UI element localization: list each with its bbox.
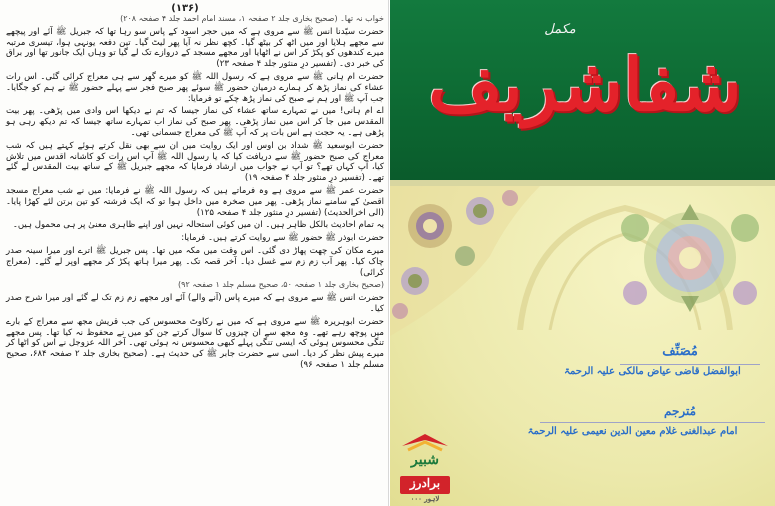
author-name: ابوالفضل قاضی عیاض مالکی علیہ الرحمۃ xyxy=(564,366,741,377)
body-paragraph: حضرت ابوذر ﷺ حضور ﷺ سے روایت کرتے ہیں۔ فرمایا: xyxy=(181,233,384,244)
publisher-name-bottom: برادرز xyxy=(409,476,441,490)
medallion-ornament xyxy=(595,198,765,328)
body-paragraph: حضرت انس ﷺ سے مروی ہے کہ میرے پاس (آنے والے) آئے اور مجھے زم زم تک لے گئے اور میرا شرح صدر کیا۔ xyxy=(6,293,384,314)
reference-citation: خواب نہ تھا۔ (صحیح بخاری جلد ۲ صفحہ ۱، مسند امام احمد جلد ۴ صفحہ ۲۰۸) xyxy=(120,14,384,23)
publisher-name-top: شبیر xyxy=(411,452,439,468)
translator-label: مُترجم xyxy=(663,404,697,418)
cover-subtitle: مکمل xyxy=(544,22,576,37)
body-paragraph: یہ تمام احادیث بالکل ظاہر ہیں۔ ان میں کوئی استحالہ نہیں اور اپنے ظاہری معنیٰ پر ہی محمول ہیں۔ xyxy=(12,220,384,231)
body-paragraph: حضرت عمر ﷺ سے مروی ہے وہ فرماتے ہیں کہ رسول اللہ ﷺ نے فرمایا: میں نے شب معراج مسجد اقصیٰ کے سامنے نماز پڑھی۔ پھر میں صخرہ میں داخل ہوا تو کہ ایک فرشتہ کو تین برتن لئے کھڑا پایا۔ (الی اخرالحدیث) (تفسیر درِ منثور جلد ۴ صفحہ ۱۲۵) xyxy=(6,185,384,218)
body-paragraph: میرے مکان کی چھت پھاڑ دی گئی۔ اس وقت میں مکہ میں تھا۔ پس جبریل ﷺ اترے اور میرا سینہ صدر چاک کیا۔ پھر آب زم زم سے غسل دیا۔ آخر قصہ تک۔ پھر میرا ہاتھ پکڑ کر مجھے اوپر لے گئے۔ (معراج کرائی) xyxy=(6,245,384,278)
page-body xyxy=(6,14,384,373)
body-paragraph: اے ام ہانی! میں نے تمہارے ساتھ عشاء کی نماز جیسا کہ تم نے دیکھا اس وادی میں پڑھی۔ پھر بیت المقدس میں جا کر اس میں نماز پڑھی۔ پھر صبح کی نماز اب تمہارے ساتھ جیسا کہ تم دیکھ رہی ہو پڑھی ہے۔ یہ حجت ہے اس بات پر کہ آپ ﷺ کی معراج جسمانی تھی۔ xyxy=(6,106,384,138)
body-paragraph: حضرت ام ہانی ﷺ سے مروی ہے کہ رسول اللہ ﷺ کو میرے گھر سے ہی معراج کرائی گئی۔ اس رات عشاء کی نماز پڑھ کر ہمارے درمیان حضور ﷺ سوئے پھر صبح فجر سے پہلے حضور ﷺ نے ہم کو جگایا۔ جب آپ ﷺ اور ہم نے صبح کی نماز پڑھ چکے تو فرمایا: xyxy=(6,71,384,104)
author-divider xyxy=(620,364,760,365)
reference-citation: (صحیح بخاری جلد ۱ صفحہ ۵۰، صحیح مسلم جلد ۱ صفحہ ۹۲) xyxy=(178,280,384,290)
body-paragraph: حضرت سیّدنا انس ﷺ سے مروی ہے کہ میں حجر اسود کے پاس سو رہا تھا کہ جبریل ﷺ آئے اور پیچھے سے مجھے ہلایا اور میں اٹھ کر بیٹھ گیا۔ کچھ نظر نہ آیا پھر لیٹ گیا۔ تین دفعہ یونہی ہوا، تیسری مرتبہ میرے کندھوں کو پکڑ کر اس نے اٹھایا اور مجھے مسجد کے دروازے تک لے گیا تو وہاں ایک جانور تھا اور براق کی خبر دی۔ (تفسیر درِ منثور جلد ۴ صفحہ ۲۳) xyxy=(6,26,384,70)
body-paragraph: حضرت ابوہریرہ ﷺ سے مروی ہے کہ میں نے رکاوٹ محسوس کی جب قریش مجھ سے معراج کے بارے میں پوچھ رہے تھے۔ وہ مجھ سے ان چیزوں کا سوال کرتے جن کو میں نے محفوظ نہ کیا تھا۔ پس مجھے تنگی محسوس ہوئی کہ ایسی تنگی پہلے کبھی محسوس نہ ہوئی تھی۔ آخر اللہ عزوجل نے اس کو اٹھا کر میرے پیش نظر کر دیا۔ اسی سے حضرت جابر ﷺ کی حدیث ہے۔ (صحیح بخاری جلد ۲ صفحہ ۶۸۴، صحیح مسلم جلد ۱ صفحہ ۹۶) xyxy=(6,316,384,370)
cover-title: شفاشریف xyxy=(428,42,742,127)
publisher-subtext: لاہور ۰۰۰ xyxy=(410,494,440,503)
translator-divider xyxy=(540,422,765,423)
author-label: مُصَنِّف xyxy=(662,344,698,359)
translator-name: امام عبدالغنی غلام معین الدین نعیمی علیہ الرحمۃ xyxy=(527,426,738,437)
page-number: (۱۳۶) xyxy=(171,3,199,14)
book-cover xyxy=(390,0,775,506)
body-paragraph: حضرت ابوسعید ﷺ شداد بن اوس اور ایک روایت میں ان سے بھی نقل کرتے ہوئے کہتے ہیں کہ شب معراج کی صبح حضور ﷺ سے دریافت کیا کہ یا رسول اللہ ﷺ آپ اس رات کو کاشانہ اقدس میں تلاش کیا، آپ کہاں تھے؟ تو آپ نے جواب میں ارشاد فرمایا کہ مجھے جبریل ﷺ کے ساتھ بیت المقدس لے گئے تھے۔ (تفسیر درِ منثور جلد ۴ صفحہ ۱۹) xyxy=(6,140,384,184)
